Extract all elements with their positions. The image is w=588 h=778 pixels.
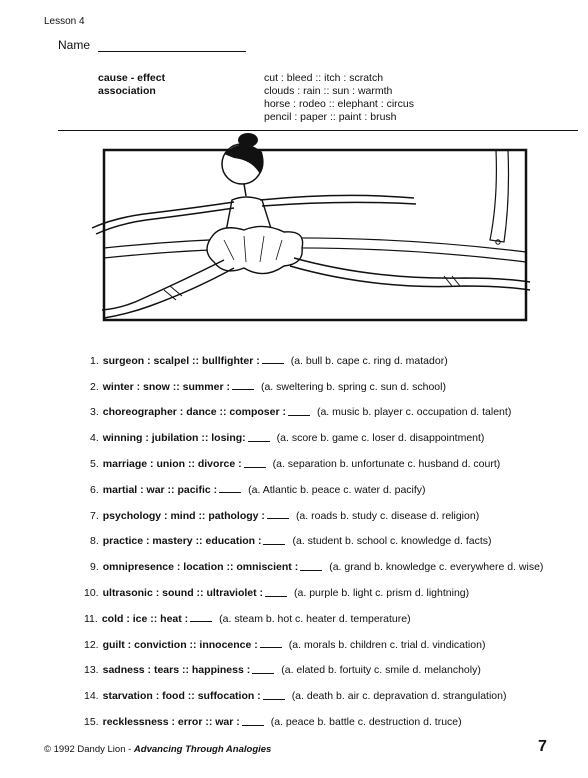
question-stem: choreographer : dance :: composer : bbox=[102, 406, 286, 419]
question-stem: recklessness : error :: war : bbox=[102, 716, 240, 729]
question-number: 2. bbox=[90, 380, 99, 393]
answer-blank[interactable] bbox=[190, 611, 212, 622]
question-number: 13. bbox=[84, 664, 99, 677]
answer-blank[interactable] bbox=[244, 457, 266, 468]
book-title: Advancing Through Analogies bbox=[133, 744, 272, 755]
question-item bbox=[90, 400, 543, 426]
question-number: 6. bbox=[90, 483, 99, 496]
analogy-examples bbox=[98, 72, 414, 124]
question-number: 9. bbox=[90, 561, 99, 574]
question-item bbox=[90, 503, 543, 529]
question-stem: martial : war :: pacific : bbox=[102, 483, 218, 496]
answer-blank[interactable] bbox=[265, 586, 287, 597]
question-stem: starvation : food :: suffocation : bbox=[102, 690, 261, 703]
question-choices: (a. steam b. hot c. heater d. temperature) bbox=[219, 612, 411, 625]
analogy-question-list bbox=[84, 348, 544, 735]
page-number: 7 bbox=[538, 738, 547, 755]
question-stem: ultrasonic : sound :: ultraviolet : bbox=[102, 587, 264, 600]
question-item bbox=[90, 348, 543, 374]
question-item bbox=[90, 554, 543, 580]
example-line: horse : rodeo :: elephant : circus bbox=[264, 98, 414, 110]
question-number: 12. bbox=[84, 638, 99, 651]
example-label: cause - effect bbox=[98, 72, 166, 84]
question-item bbox=[84, 709, 543, 735]
answer-blank[interactable] bbox=[219, 482, 241, 493]
question-number: 8. bbox=[90, 535, 99, 548]
answer-blank[interactable] bbox=[263, 534, 285, 545]
footer-copyright bbox=[44, 744, 271, 755]
answer-blank[interactable] bbox=[263, 689, 285, 700]
name-field-row bbox=[58, 38, 246, 52]
name-label: Name bbox=[58, 38, 91, 52]
example-line: clouds : rain :: sun : warmth bbox=[264, 85, 393, 97]
answer-blank[interactable] bbox=[267, 508, 289, 519]
question-number: 4. bbox=[90, 432, 99, 445]
question-number: 7. bbox=[90, 509, 99, 522]
question-number: 15. bbox=[84, 716, 99, 729]
question-choices: (a. elated b. fortuity c. smile d. melancholy) bbox=[281, 664, 481, 677]
question-choices: (a. purple b. light c. prism d. lightning) bbox=[294, 587, 470, 600]
question-choices: (a. peace b. battle c. destruction d. truce) bbox=[270, 716, 462, 729]
question-item bbox=[84, 606, 543, 632]
question-number: 14. bbox=[84, 690, 99, 703]
question-number: 11. bbox=[84, 612, 98, 625]
answer-blank[interactable] bbox=[300, 560, 322, 571]
question-item bbox=[84, 632, 543, 658]
question-number: 5. bbox=[90, 458, 99, 471]
answer-blank[interactable] bbox=[260, 637, 282, 648]
question-choices: (a. death b. air c. depravation d. strangulation) bbox=[291, 690, 507, 703]
question-choices: (a. roads b. study c. disease d. religion) bbox=[295, 509, 480, 522]
answer-blank[interactable] bbox=[262, 353, 284, 364]
question-stem: cold : ice :: heat : bbox=[101, 612, 189, 625]
question-choices: (a. separation b. unfortunate c. husband d. court) bbox=[272, 458, 501, 471]
question-stem: psychology : mind :: pathology : bbox=[102, 509, 265, 522]
answer-blank[interactable] bbox=[242, 715, 264, 726]
question-number: 10. bbox=[84, 587, 99, 600]
question-choices: (a. morals b. children c. trial d. vindication) bbox=[288, 638, 486, 651]
question-choices: (a. score b. game c. loser d. disappointment) bbox=[276, 432, 485, 445]
answer-blank[interactable] bbox=[252, 663, 274, 674]
example-line: cut : bleed :: itch : scratch bbox=[264, 72, 384, 84]
question-stem: surgeon : scalpel :: bullfighter : bbox=[102, 354, 260, 367]
question-stem: marriage : union :: divorce : bbox=[102, 458, 242, 471]
question-item bbox=[90, 425, 543, 451]
question-choices: (a. grand b. knowledge c. everywhere d. wise) bbox=[329, 561, 544, 574]
question-number: 1. bbox=[90, 354, 99, 367]
lesson-label: Lesson 4 bbox=[44, 16, 85, 27]
question-choices: (a. bull b. cape c. ring d. matador) bbox=[290, 354, 448, 367]
question-stem: winning : jubilation :: losing: bbox=[102, 432, 246, 445]
question-stem: omnipresence : location :: omniscient : bbox=[102, 561, 299, 574]
answer-blank[interactable] bbox=[288, 405, 310, 416]
question-number: 3. bbox=[90, 406, 99, 419]
question-item bbox=[90, 451, 543, 477]
answer-blank[interactable] bbox=[248, 431, 270, 442]
question-choices: (a. Atlantic b. peace c. water d. pacify) bbox=[248, 483, 426, 496]
question-choices: (a. student b. school c. knowledge d. facts) bbox=[292, 535, 492, 548]
answer-blank[interactable] bbox=[232, 379, 254, 390]
question-item bbox=[90, 529, 543, 555]
ballerina-leap-illustration bbox=[84, 130, 544, 340]
copyright-text: © 1992 Dandy Lion - bbox=[44, 744, 134, 755]
question-item bbox=[90, 477, 543, 503]
question-choices: (a. sweltering b. spring c. sun d. school) bbox=[260, 380, 446, 393]
question-choices: (a. music b. player c. occupation d. talent) bbox=[316, 406, 512, 419]
question-item bbox=[84, 683, 543, 709]
question-stem: sadness : tears :: happiness : bbox=[102, 664, 251, 677]
question-stem: winter : snow :: summer : bbox=[102, 380, 230, 393]
question-item bbox=[90, 374, 543, 400]
name-blank-line bbox=[98, 40, 246, 52]
question-stem: practice : mastery :: education : bbox=[102, 535, 262, 548]
question-item bbox=[84, 580, 543, 606]
example-label: association bbox=[98, 85, 156, 97]
example-line: pencil : paper :: paint : brush bbox=[264, 111, 397, 123]
question-stem: guilt : conviction :: innocence : bbox=[102, 638, 258, 651]
question-item bbox=[84, 658, 543, 684]
